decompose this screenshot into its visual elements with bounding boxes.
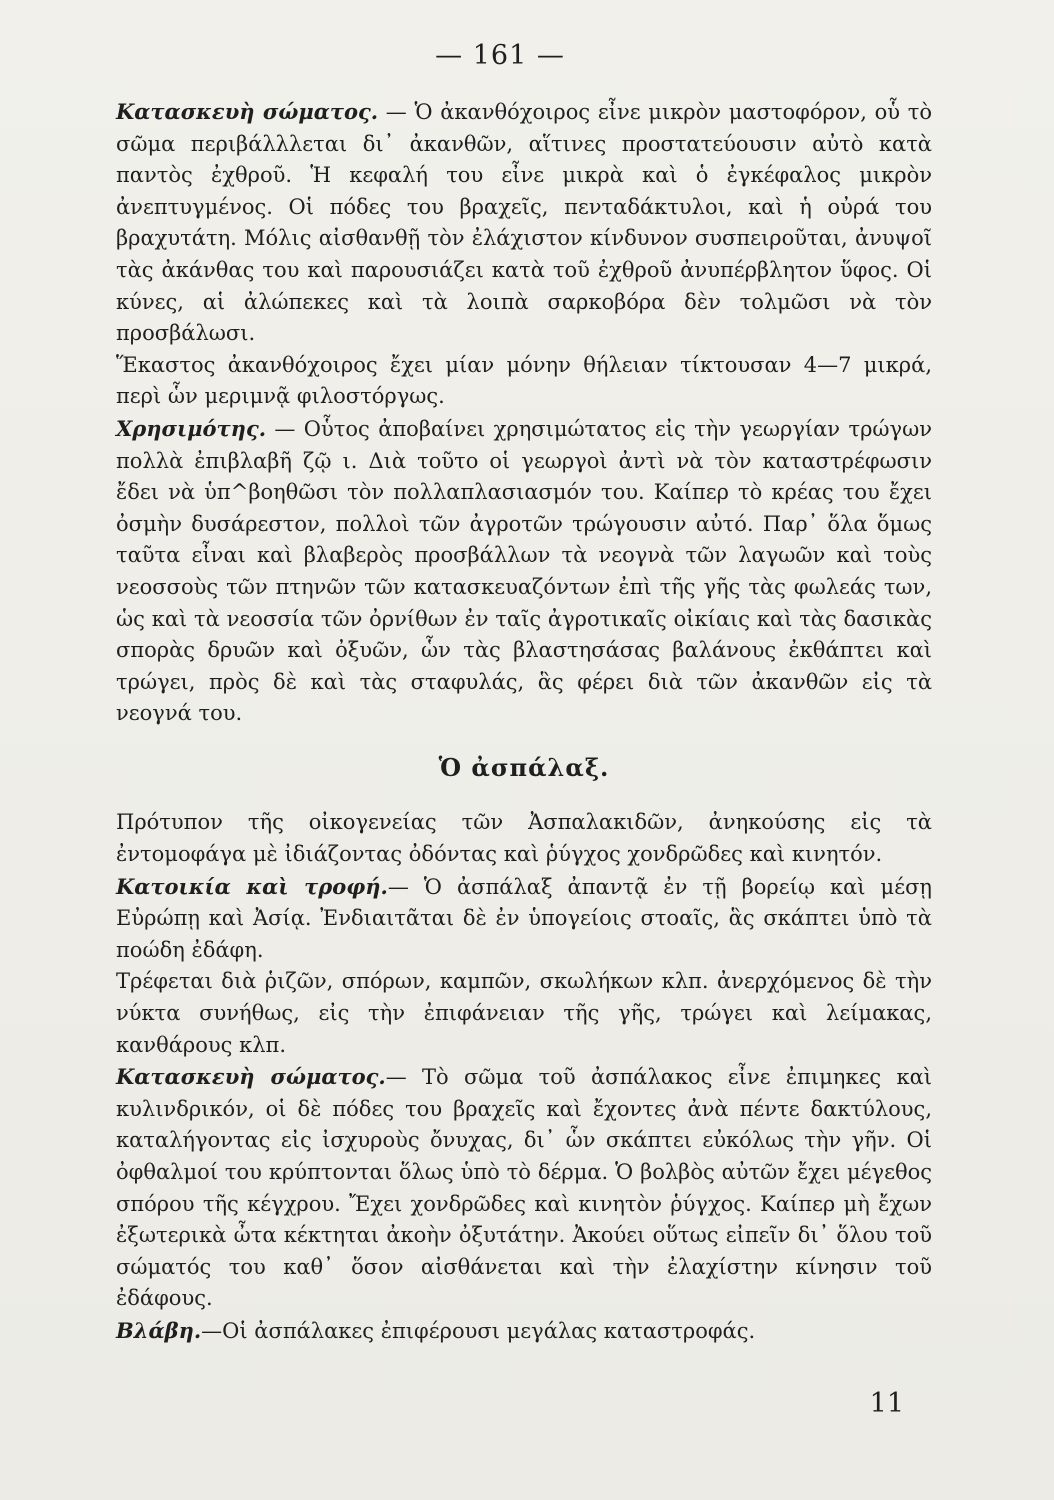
utility-paragraph [116, 413, 932, 730]
section-title: Ὁ ἀσπάλαξ. [438, 752, 610, 782]
harm-text: —Οἱ ἀσπάλακες ἐπιφέρουσι μεγάλας καταστροφάς. [201, 1318, 756, 1343]
intro-text: Πρότυπον τῆς οἰκογενείας τῶν Ἀσπαλακιδῶν, ἀνηκούσης εἰς τὰ ἐντομοφάγα μὲ ἰδιάζοντας ὀδόντας καὶ ῥύγχος χονδρῶδες καὶ κινητόν. [116, 810, 932, 867]
reproduction-paragraph [116, 350, 932, 413]
habitat-paragraph [116, 871, 932, 967]
mole-construction-paragraph [116, 1061, 932, 1315]
construction-text: — Ὁ ἀκανθόχοιρος εἶνε μικρὸν μαστοφόρον, οὗ τὸ σῶμα περιβάλλλεται δι᾽ ἀκανθῶν, αἵτινες προστατεύουσιν αὐτὸ κατὰ παντὸς ἐχθροῦ. Ἡ κεφαλή του εἶνε μικρὰ καὶ ὁ ἐγκέφαλος μικρὸν ἀνεπτυγμένος. Οἱ πόδες του βραχεῖς, πενταδάκτυλοι, καὶ ἡ οὐρά του βραχυτάτη. Μόλις αἰσθανθῇ τὸν ἐλάχιστον κίνδυνον συσπειροῦται, ἀνυψοῖ τὰς ἀκάνθας του καὶ παρουσιάζει κατὰ τοῦ ἐχθροῦ ἀνυπέρβλητον ὕφος. Οἱ κύνες, αἱ ἀλώπεκες καὶ τὰ λοιπὰ σαρκοβόρα δὲν τολμῶσι νὰ τὸν προσβάλωσι. [116, 100, 932, 346]
signature-mark: 11 [869, 1388, 904, 1419]
food-paragraph [116, 966, 932, 1061]
utility-heading: Χρησιμότης. [116, 415, 267, 441]
habitat-text: — Ὁ ἀσπάλαξ ἀπαντᾷ ἐν τῇ βορείῳ καὶ μέσῃ Εὐρώπῃ καὶ Ἀσίᾳ. Ἐνδιαιτᾶται δὲ ἐν ὑπογείοις στοαῖς, ἃς σκάπτει ὑπὸ τὰ ποώδη ἐδάφη. [116, 874, 933, 962]
construction-paragraph [116, 96, 932, 350]
intro-paragraph [116, 807, 932, 870]
reproduction-text: Ἕκαστος ἀκανθόχοιρος ἔχει μίαν μόνην θήλειαν τίκτουσαν 4—7 μικρά, περὶ ὧν μεριμνᾷ φιλοστόργως. [116, 352, 932, 409]
habitat-heading: Κατοικία καὶ τροφή. [116, 873, 388, 899]
mole-construction-text: — Τὸ σῶμα τοῦ ἀσπάλακος εἶνε ἐπιμηκες καὶ κυλινδρικόν, οἱ δὲ πόδες του βραχεῖς καὶ ἔχοντες ἀνὰ πέντε δακτύλους, καταλήγοντας εἰς ἰσχυροὺς ὄνυχας, δι᾽ ὧν σκάπτει εὐκόλως τὴν γῆν. Οἱ ὀφθαλμοί του κρύπτονται ὅλως ὑπὸ τὸ δέρμα. Ὁ βολβὸς αὐτῶν ἔχει μέγεθος σπόρου τῆς κέγχρου. Ἔχει χονδρῶδες καὶ κινητὸν ῥύγχος. Καίπερ μὴ ἔχων ἐξωτερικὰ ὦτα κέκτηται ἀκοὴν ὀξυτάτην. Ἀκούει οὕτως εἰπεῖν δι᾽ ὅλου τοῦ σώματός του καθ᾽ ὅσον αἰσθάνεται καὶ τὴν ἐλαχίστην κίνησιν τοῦ ἐδάφους. [116, 1065, 933, 1311]
harm-paragraph [116, 1315, 932, 1348]
harm-heading: Βλάβη. [116, 1317, 202, 1343]
construction-heading: Κατασκευὴ σώματος. [116, 99, 379, 124]
mole-construction-heading: Κατασκευὴ σώματος. [116, 1064, 386, 1090]
food-text: Τρέφεται διὰ ῥιζῶν, σπόρων, καμπῶν, σκωλήκων κλπ. ἀνερχόμενος δὲ τὴν νύκτα συνήθως, εἰς τὴν ἐπιφάνειαν τῆς γῆς, τρώγει καὶ λείμακας, κανθάρους κλπ. [116, 969, 932, 1057]
utility-text: — Οὗτος ἀποβαίνει χρησιμώτατος εἰς τὴν γεωργίαν τρώγων πολλὰ ἐπιβλαβῆ ζῷ ι. Διὰ τοῦτο οἱ γεωργοὶ ἀντὶ νὰ τὸν καταστρέφωσιν ἔδει νὰ ὑπ^βοηθῶσι τὸν πολλαπλασιασμόν του. Καίπερ τὸ κρέας του ἔχει ὀσμὴν δυσάρεστον, πολλοὶ τῶν ἀγροτῶν τρώγουσιν αὐτό. Παρ᾽ ὅλα ὅμως ταῦτα εἶναι καὶ βλαβερὸς προσβάλλων τὰ νεογνὰ τῶν λαγωῶν καὶ τοὺς νεοσσοὺς τῶν πτηνῶν τῶν κατασκευαζόντων ἐπὶ τῆς γῆς τὰς φωλεάς των, ὡς καὶ τὰ νεοσσία τῶν ὀρνίθων ἐν ταῖς ἀγροτικαῖς οἰκίαις καὶ τὰς δασικὰς σπορὰς δρυῶν καὶ ὀξυῶν, ὧν τὰς βλαστησάσας βαλάνους ἐκθάπτει καὶ τρώγει, πρὸς δὲ καὶ τὰς σταφυλάς, ἃς φέρει διὰ τῶν ἀκανθῶν εἰς τὰ νεογνά του. [116, 416, 932, 726]
page-content [116, 96, 932, 1348]
page-number: — 161 — [435, 40, 565, 71]
